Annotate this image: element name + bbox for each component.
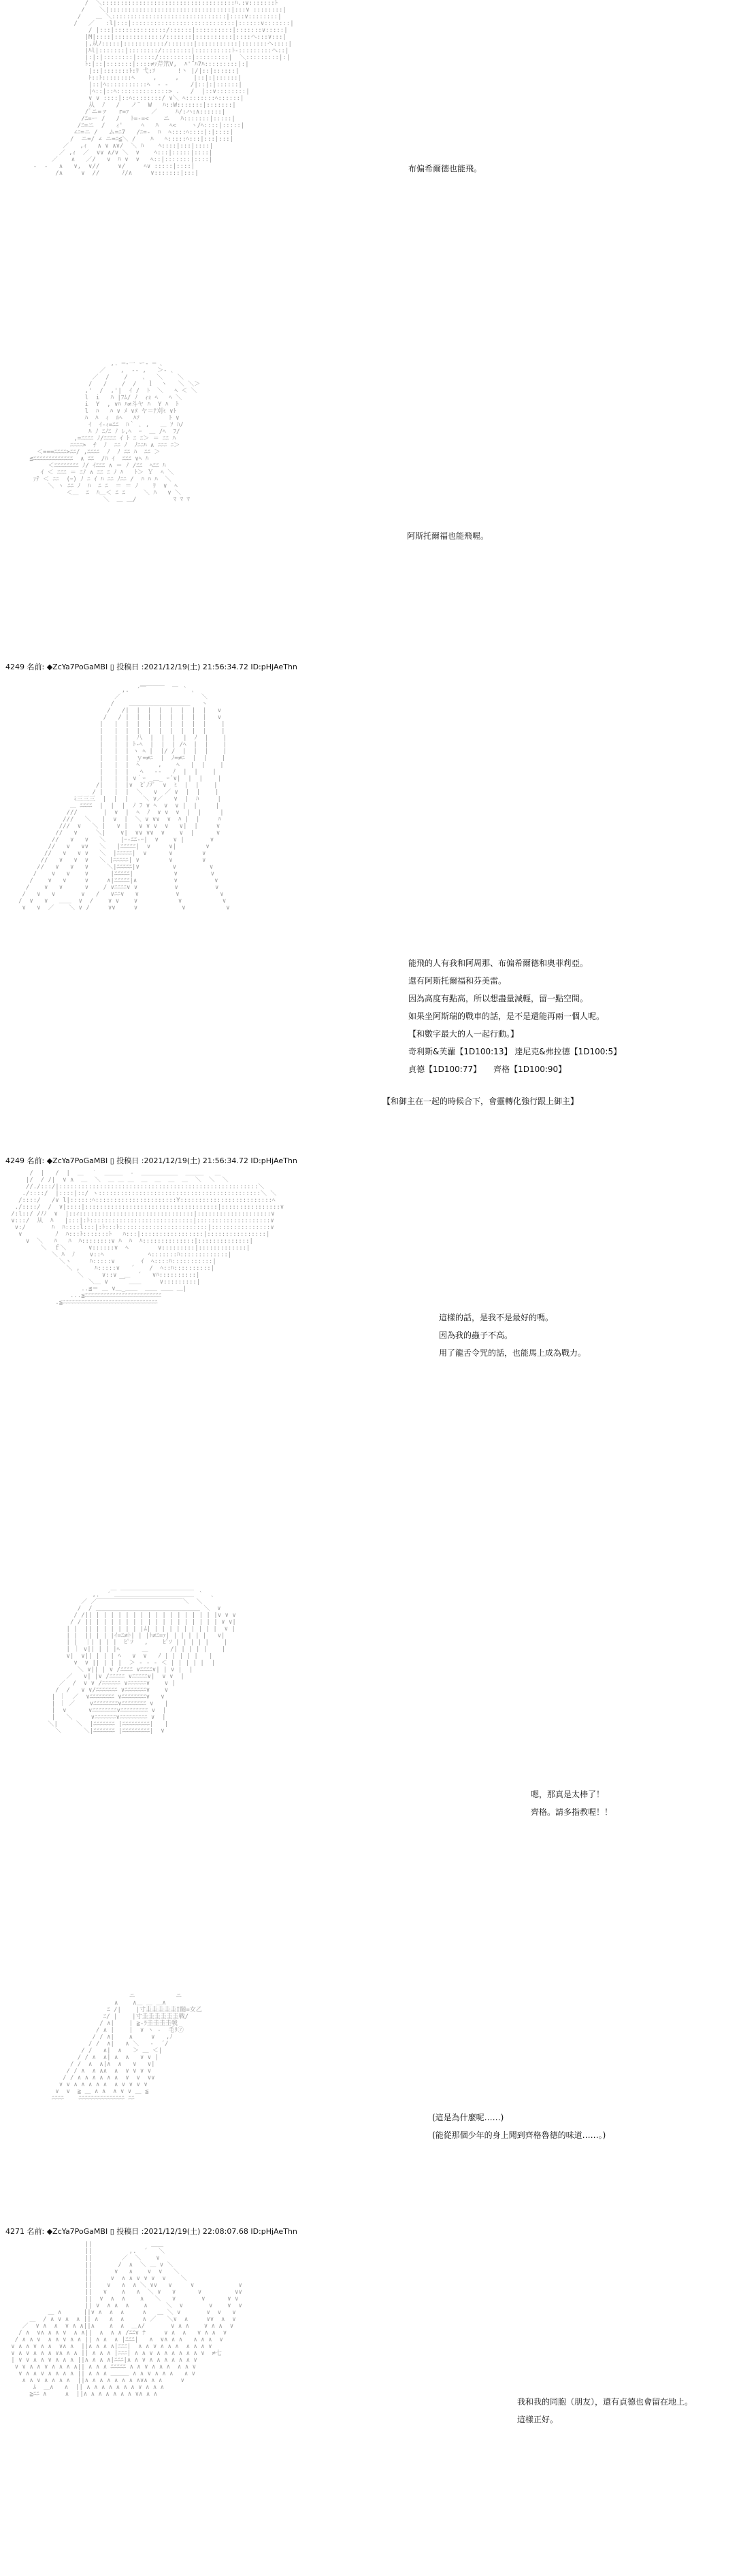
post-header: 4271 名前: ◆ZcYa7PoGaMBI ▯ 投稿日 :2021/12/19(土) 22:08:07.68 ID:pHjAeThn xyxy=(5,2227,297,2236)
dialogue-line: 這樣正好。 xyxy=(517,2415,559,2424)
ascii-art-astolfo: ,. ─‐一 ー‐ ─ 、 ／ , ‐- , ＞- ､ ／ / / ､ ＼ ＼ / / / / ｌ ヽ ＼ ＼＞ ,' / ,'| ｲ / ﾄ ＼ ﾍ ＜ ＼ l i ﾊ |ﾌﾑ/ ﾉ ｨｫ ﾍ ﾍ ＼ i Y , ∨ﾊ ﾊ≠斗ヤ ﾊ Y ﾊ ﾄ l ﾊ ﾊ ∨ ﾒ ∨ﾇ ヤ＝ﾅ刈ﾐ ∨ﾄ ﾊ ﾊ ｨ ﾙﾍ ﾊｿ ﾄ ∨ ｲ ｲ-ｨ=ﾆﾆ ﾊ｀ ､ , ＿ ｿ ﾊ/ ﾊ ﾉ ﾆﾉﾆ ﾉ ﾚ,ﾍ ｰ ＿ /ﾍ ﾌ/ ,=ﾆﾆﾆﾆ ﾉ/ﾆﾆﾆﾆ ｲ ﾄ ﾆ ﾆ＞ ＝ ﾆﾆ ﾊ ﾆﾆﾆﾆ> ﾁ ﾉ ﾆﾆ ﾉ ﾉﾆﾆﾊ ∧ ﾆﾆﾆ ﾆ＞ ＜===ﾆﾆﾆﾆ>ﾆﾆ/ ,ﾆﾆﾆﾆ ﾉ ﾉ ﾆﾆ ﾊ ﾆﾆ ＞ ≦ﾆﾆﾆﾆﾆﾆﾆﾆﾆﾆﾆﾆﾆ ∧ ﾆﾆ /ﾊ ｲ ﾆﾆﾆ ∨ﾍ ﾊ ＜ﾆﾆﾆﾆﾆﾆﾆﾆ ﾉ/ ｲﾆﾆﾆ ∧ ＝ ﾉ /ﾆﾆ ﾍﾆﾆ ﾊ ｲ ＜ ﾆﾆﾆ ＝ ﾆﾉ ∧ ﾆﾆ ﾆ ﾉ ﾊ ﾄ＞ Ｙ ﾍ ＼ ｧﾃ ＜ ﾆﾆ (ｰ) ﾉ ﾆ ｲ ﾊ ﾆﾆ ﾉﾆﾆ / ﾊ ﾊ ﾊ ＼ ＼ ヽ ﾆﾆ ﾉ ﾊ ﾆ ﾆ ＝ ＝ ﾉ ﾘ ∨ ﾍ ＜＿ ﾆ ﾊ＿＜ ﾆ ﾆ ＼ ﾊ ∨ ＼ ＼ ＿ ＿/ ﾏ ﾏ ﾏ xyxy=(29,361,201,503)
dialogue-panel-3 xyxy=(408,954,621,1078)
dialogue-line: 【和御主在一起的時候合下，會靈轉化強行跟上御主】 xyxy=(382,1097,579,1106)
dialogue-line: 用了龍舌令咒的話，也能馬上成為戰力。 xyxy=(439,1348,587,1358)
ascii-art-sieg: / | / | ＿ ｀ ＿＿＿ ‐ ＿＿＿＿＿＿ ＿＿＿ ＿ |/ / /| ∨ ∧ ＿ ＼ ＿ ＿ ＿ ＿ ＿ ＿ ＿ ＼ ＼ ＼ //./:::/|::::::::::::::::::::::::::::::::::::::::::::::::::::::＼ ./::::/ |::::|::/ ヽ::::::::::::::::::::::::::::::::::::::::::::＼ ＼ /::::/ /∨ l|::::::ﾍ::::::::::::::::::::::Y:::::::::::::::::::::::::ﾍ ./::::/ / ∨|::::|::::::::::::::::::::::::::::::::::::|::::::::::::::::∨ /:l::/ /ﾉﾉ ∨ |::ｨ:::::::::::::::::::::::::::::::|::::::::::::::::::::∨ ∨:::/ 从 ﾊ |:::|:ﾄ::::::::::::::::::::::::::::|::::::::::::::::::::∨ ∨:/ ﾊ ﾊ::::l:::|:ﾄ:::ﾄ::::::::::::::::::::::::|::::::::::::::::∨ ∨ ﾉ ﾊ:::ﾄ:::::::ﾄ ﾊ:::|:::::::::::::::::|::::::::::::::::| ∨ ＼ ﾊ ﾊ ﾊ::::::::∨ ﾊ ﾊ ﾊ::::::::::::::|::::::::::::::| ＼ ｆ＼ ∨::::::∨ ﾍ ∨:::::::::|:::::::::::::| ＼ ﾊ ﾉ ∨::ﾍ ﾍ:::::::ﾊ:::::::::::::| ＼ヽ ﾊ:::::∨ ｲ ﾍ::::ﾊ:::::::::::| ＼ , ﾊ:::::∨ ´ / ﾍ::ﾊ::::::::::| ＼ ∨::∨ ＿ ´ ∨ﾊ::::::::::| ＼＿ ∨ ￣ ＿＿ ∨:::::::::| ..≦＝ ＿ ∨＿_＿＿ ＿＿ ＿＿ ＿| ...≦ﾆﾆﾆﾆﾆﾆﾆﾆﾆﾆﾆﾆﾆﾆﾆﾆﾆﾆﾆﾆﾆﾆﾆﾆﾆ .≦ﾆﾆﾆﾆﾆﾆﾆﾆﾆﾆﾆﾆﾆﾆﾆﾆﾆﾆﾆﾆﾆﾆﾆﾆﾆﾆﾆﾆﾆﾆﾆ xyxy=(11,1170,284,1306)
ascii-art-brynhildr-thinking: ニ ニ ∧ ∧＿ ＿ ＿∧ ﾆ /| |寸圭圭圭圭圭I髄=女乙 ﾆ/ | |寸圭圭圭圭圭圭戦/ / ∧| | ≧-ﾗ圭圭圭圭戦 / ∧ | | ∨ ヽ ‐ 毛ﾘ⑦ / / ∧| ∧ ∨ ,ﾉ / / ∧| ∧ ＼ ‐ ´/ / / ∧| ∧ ＞ ＿ ＜| / / ∧ ∧| ∧ ∧ ∨ ∨ | / / ∧ ∧|∧ ∧ ∨ ∨| / / ∧ ∧ ∧∧ ∧ ∨ ∨ ∨ ∨ / / ∧ ∧ ∧ ∧ ∧ ∧ ∨ ∨ ∨∨ ∨ ∨ ∧ ∧ ∧ ∧ ∧ ∧ ∨ ∨ ∨ ∨ ∨ ∨ ≧ ＿ ∧ ∧ ∧ ∨ ∨ ＿ ≦ ﾆﾆﾆﾆ ﾆﾆﾆﾆﾆﾆﾆﾆﾆﾆﾆﾆﾆﾆﾆ ﾆﾆ xyxy=(51,1993,202,2102)
dialogue-line: 因為我的蟲子不高。 xyxy=(439,1331,513,1340)
ascii-art-group: ＿＿＿＿ ,. ´￣ ￣ ｀ ､ ／ ＼ / ＿＿＿＿＿＿＿＿＿＿ ヽ / /| | | | | | | | ∨ / / | | | | | | | | ∨ | | | | | | | | | | | | | | | | | | | | | | | | | 八 | | | | ﾉ | | | | | ﾄ-ﾍ | | | /ﾍ | | | | | | ヽ ﾍ | |/ / | | | | | | | ｙ=≠ﾆ | ﾉ=≠ﾆ | | | | | | ﾍ , ﾍ | | | | | | ﾍ ‐‐ ﾉ | | | | | | ∨｀ｰ _＿_ ｰ´∨| | | | /| | |∨ ﾋﾟﾉｿﾞ ∨ ﾐ | | | / | | | ＼ ∨ ／ ∨ | | | ﾐ三三三 | | | ＼ ∨／ ∨ | ﾊ | ＿ ﾆﾆﾆﾆ | | | ﾉ ﾌ ∨ ﾍ ∨ ∨ | | | /// | ∨ | ﾍ ﾉ ∨ ∨ ∨ | | | /// ＼ | ∨ | ＼ ∨ ∨∨ ∨ ﾊ | | ﾊ /// ∨ ＼ | ∨ | ∨ ∨ ∨ ∨ ∨| | ∨ // ∨ ＼| ∨| ∨∨ ∨∨ ∨ ∨ | ∨ // ∨ ∨ ＼ |ｰ‐ﾆﾆ‐ｰ| ∨ ∨ | ∨ // ∨ ∨∨ ＼ |ﾆﾆﾆﾆﾆ| ∨ ∨| ∨ // ∨ ∨ ∨ ＼ |ﾆﾆﾆﾆﾆ| ∨ ∨ ∨ // ∨ ∨ ∨ ＼ |ﾆﾆﾆﾆﾆ| ∨ ∨ ∨ // ∨ ∨ ∨ ＼|ﾆﾆﾆﾆﾆ|∨ ∨ ∨ / ∨ ∨ ∨ |ﾆﾆﾆﾆﾆ| ∨ ∨ / ∨ ∨ ∨ ∧|ﾆﾆﾆﾆﾆ|∧ ∨ ∨ / ∨ ∨ ∨ / ∨ﾆﾆﾆﾆ∨ ∨ ∨ ∨ / ∨ ∨ ∨ / ∨ﾆﾆ∨ ∨ ∨ ∨ / ∨ ∨ ＿＿ ∨ / ∨ ∨ ∨ ∨ ∨ ∨ ∨ ／ ＼ ∨ / ∨∨ ∨ ∨ ∨ xyxy=(18,680,230,911)
dialogue-line: (能從那個少年的身上聞到齊格魯德的味道……。) xyxy=(432,2130,606,2140)
dialogue-line: 因為高度有點高，所以想盡量減輕，留一點空間。 xyxy=(408,994,589,1003)
dialogue-line: 布偏希爾德也能飛。 xyxy=(408,164,482,173)
dialogue-panel-4 xyxy=(439,1309,586,1362)
dialogue-line: 能飛的人有我和阿周那、布偏希爾德和奧菲莉亞。 xyxy=(408,958,589,968)
dialogue-line: 嗯，那真是太棒了！ xyxy=(531,1790,605,1799)
post-header: 4249 名前: ◆ZcYa7PoGaMBI ▯ 投稿日 :2021/12/19(土) 21:56:34.72 ID:pHjAeThn xyxy=(5,663,297,671)
dialogue-line: (這是為什麼呢……) xyxy=(432,2113,504,2122)
dialogue-line: 阿斯托爾福也能飛喔。 xyxy=(407,531,489,541)
dialogue-line: 如果坐阿斯瑞的戰車的話，是不是還能再兩一個人呢。 xyxy=(408,1011,605,1021)
dialogue-panel-2 xyxy=(407,527,489,545)
post-header: 4249 名前: ◆ZcYa7PoGaMBI ▯ 投稿日 :2021/12/19(土) 21:56:34.72 ID:pHjAeThn xyxy=(5,1156,297,1165)
ascii-art-brynhildr: / ＼::::::::::::::::::::::::::::::::::::ﾊ.:∨:::::::ﾄ / ＼|:::::::::::::::::::::::::::::::::|:::∨ ::::::::| / ＿ ＼:::::::::::::::::::::::::::::::|::::∨::::::::| / ／ :l|:::|::::::::::::::::::::::::::::|::::::∨:::::::| / |:::|::::::::::::::/::::::|::::::::::|:::::::∨:::::| |M|::::|:::::::::::::/:::::::|::::::::::|::::ヘ:::∨:::| |,从ﾉ:::::|:::::::::::/:::::::|:::::::::::|:::::::ヘ::::| |ﾊl|:::::::|::::::::/::::::::|::::::::::ﾄ-:::::::::ヘ::| |:|:|::::::::|:::::/:::::::::|:::::::::| ＼:::::::::|:| ﾄ:|::|:::::::|::::≠ｧ芹笊V, ﾊ'¨ﾊ7ﾊ:::::::::|:| |::|:::::::ﾄ:ﾘ 弋:ｿ !丶 |/|::|::::::| ﾄ::ﾄ::::::::ﾍ , , |::|:|::::::| |::|ﾍ:::::::::::ﾍ - ‐ /|::|:|::::::| |ﾍ::|::ﾍ::::::::::::::> . / |::∨::::::::| ∨ ∨ ::::|::ﾍ::::::::/ ∨＼ ﾍ::::::::ﾍ::::::| 从 ﾉ / ノ¨ W ﾊ::W:::::::|:::::::| /ﾟニ=ァ r=ｧ ／ ﾊ/:ハ:∧::::::| /ﾆ=ー / / ﾄ=-=< ニ ﾊ:::::::|:::::| /ﾆ=ニ / ｨ' ﾍ ﾊ ﾍ< ヽ/ﾍ::::|:::::| ∠ﾆ=ニ / ム=ﾆ7 /ﾆ=‐ ﾊ ﾍ::::ﾍ::::|:|::::| / ニ=/ ∠ ニ=ﾆ≦＼ / ﾊ ﾍ:::::ﾍ:::|:::|:::| ／ ,ｨ ∧ ∨ ∧∨/ ＼ ﾊ ﾍ::::|:::|::::| ／ ,ｨ ／ ∨∨ ∧/∨ ＼ ∨ ﾍ:::|:::::|::::| ／ ∧ ／/ ∨ ﾊ ∨ ∨ ﾍ::|:::::::|::::| ‐ ‐ ∧ ∨, ∨// ∨/ ﾍ∨ :::::|::::| /∧ ∨ // ﾉ/∧ ∨:::::::|:::| xyxy=(33,0,294,177)
dialogue-line: 貞德【1D100:77】 齊格【1D100:90】 xyxy=(408,1065,567,1074)
dialogue-line: 這樣的話，是我不是最好的嗎。 xyxy=(439,1313,554,1322)
dialogue-panel-6 xyxy=(432,2109,606,2144)
ascii-art-astolfo-smile: ＿ ＿＿＿＿＿＿＿＿＿＿＿＿ ,. ´ ＿＿＿＿＿＿＿＿＿＿＿＿＿ ｀ ､ ／ ／￣￣￣￣￣￣￣￣￣￣￣￣￣￣＼ ＼ / / ＿＿＿＿＿＿＿＿＿＿＿＿＿＿＿＿＿ ＼ ∨ / /|| | | | | | | | | | | | | | | | | |∨ ∨ ∨ / / || | | | | | | | | | | | | | | | | | ∨ ∨| | | || | | | | | | |ﾑ| | | | | | | | | | ∨ | | | || | | |ｲ=ﾆ≠ﾄ| | |ﾄ≠ﾆ=ｧ| | | | | | ∨| | | ｜| | | | ﾋﾟｿ , ﾋﾟｿ | | | | | | | ｜ ∨|| | | |ﾍ ＿ /| | | | | | ∨| ∨|| | | | ﾍ ∨ ∨ ﾉ | | | | | | ∨ ∨ || | | | ＞ ‐ ‐ ‐ ＜ | | | | | | ＼ ∨|| | ∨ /ﾆﾆﾆﾆ ∨ﾆﾆﾆﾆ∨| | ∨ | | ／ ∨| |∨ /ﾆﾆﾆﾆﾆ ∨ﾆﾆﾆﾆﾆ∨| ∨ ∨ | ／ / ∨ ∨ /ﾆﾆﾆﾆﾆﾆ ∨ﾆﾆﾆﾆﾆﾆ∨ ∨ | / / ∨ ∨/ﾆﾆﾆﾆﾆﾆﾆ ∨ﾆﾆﾆﾆﾆﾆﾆ∨ ∨ | ｜ ／ ∨ﾆﾆﾆﾆﾆﾆﾆﾆ ∨ﾆﾆﾆﾆﾆﾆﾆﾆ∨ ∨ | ｜ ／ ∨ﾆﾆﾆﾆﾆﾆﾆﾆ∨ﾆﾆﾆﾆﾆﾆﾆﾆ ∨ | | ∨ ∨ﾆﾆﾆﾆﾆﾆﾆﾆ∨ﾆﾆﾆﾆﾆﾆﾆﾆﾆ ∨ | | ＼ ∨ﾆﾆﾆﾆﾆﾆﾆ∨ﾆﾆﾆﾆﾆﾆﾆﾆﾆ ∨ | ＼| ＼ |ﾆﾆﾆﾆﾆﾆﾆ |ﾆﾆﾆﾆﾆﾆﾆﾆﾆ| | ＼ ＼|ﾆﾆﾆﾆﾆﾆﾆ |ﾆﾆﾆﾆﾆﾆﾆﾆﾆ| ∨ xyxy=(48,1585,236,1735)
dialogue-panel-5 xyxy=(531,1786,612,1821)
ascii-art-fafnir-group: || ＿＿ || ,. ´ ＼ || ／ ＼ ∨ || / ∧ ＼ ＿ ∨ ＼ || ∨ ∧ ∨ ∨ ＼ || ∨ ∧ ∧ ∨ ∨ ∨ ∨ ＼ || ∨ ∧ ∧ ＼ ∨∨ ∨ ∨ ∨ || ∨ ∧ ∧ ＼ ∨ ∨ ∨ ∨∨ || ∨ ∧ ∧ ∧ ＼ ∨ ∨ ∨ ∨ || ∨ ∧ ∧ ∧ ∧ ＼ ∨ ∨ ∨ ∨ ＿ ∧ ||∨ ∧ ∧ ∧ ∧ ＿ ＼ ∨ ∨ ∨ ∨ ＿ / ∧ ∨ ∧ ∧ || ∧ ∧ ∧ ∧ ／ ＼∨ ∧ ∨∨ ∧ ∨ ／ ∨ ∧ ∧ ∨ ∧ ∧||∧ ∧ ∧ ＿∧/ ∨ ∧ ∧ ∨ ∧ ∧ ∨ / ∧ ∨∧ ∧ ∧ ∨ ∧ ∧|| ∧ ∧ ∧ /ﾆﾆ∨ ﾅ ∨ ∧ ∧ ∨ ∧ ∧ ∨ / ∧ ∧ ∨ ∧ ∧ ∨ ∧ ∧ || ∧ ∧ ∧ |ﾆﾆﾆ| ∧ ∨∧ ∧ ∧ ∧ ∧ ∧ ∨ ∨ ∧ ∧ ∨ ∧ ∧ ∨∧ ∧ ||∧ ∧ ∧ ∧|ﾆﾆﾆ| ∧ ∧ ∨ ∧ ∧ ∧ ∧ ∧ ∧ ∨ ∨ ∧ ∨ ∧ ∧ ∧ ∨∧ ∧ ∧ || ∧ ∧ ∧ |ﾆﾆﾆ| ∧ ∧ ∨ ∧ ∧ ∧ ∧ ∧ ∧ ∨ ≠七 | ∨ ∨ ∧ ∧ ∨ ∧ ∧ ∧ ||∧ ∧ ∧ ∧|ﾆﾆﾆ|∧ ∧ ∨ ∧ ∧ ∧ ∧ ∧ ∧ ∨ ∨ ∨ ∧ ∧ ∨ ∧ ∧ ∧ ∧|| ∧ ∧ ∧ ﾆﾆﾆﾆﾆ ∧ ∧ ∨ ∧ ∧ ∧ ∧ ∧ ∨ ∨ ∧ ∧ ∨ ∧ ∧ ∧ ∧ || ∧ ∧ ∧ ＿＿＿ ∧ ∧ ∨ ∧ ∧ ∧ ∧ ∨ ∧ ∧ ∨ ∧ ∧ ∧ ∧ ||∧ ∧ ∧ ∧ ∧ ∧ ∧ ∧∨∧ ∧ ∧ ∨ ﾑ ＿∧ ∧ || ∧ ∧ ∧ ∧ ∧ ∧ ∧ ∨ ∧ ∧ ∧ ≧ﾆﾆ ∧ ∧ ||∧ ∧ ∧ ∧ ∧ ∧ ∧ ∨∧ ∧ ∧ xyxy=(11,2241,242,2398)
dialogue-line: 齊格。請多指教喔！！ xyxy=(531,1807,613,1817)
dialogue-line: 【和數字最大的人一起行動。】 xyxy=(408,1029,519,1039)
dialogue-note xyxy=(382,1092,578,1110)
dialogue-line: 我和我的同胞（朋友），還有貞德也會留在地上。 xyxy=(517,2397,693,2407)
dialogue-panel-1 xyxy=(408,160,482,178)
dialogue-panel-7 xyxy=(517,2393,693,2428)
dialogue-line: 還有阿斯托爾福和芬美雷。 xyxy=(408,976,507,986)
dialogue-line: 奇利斯&芙蘿【1D100:13】 達尼克&弗拉德【1D100:5】 xyxy=(408,1047,622,1056)
